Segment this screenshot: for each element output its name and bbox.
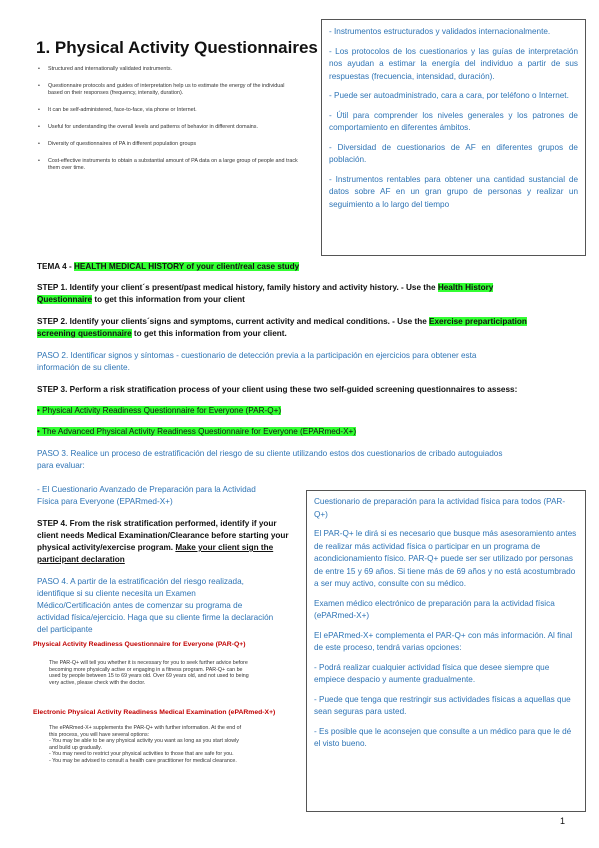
parq-bullet: • Physical Activity Readiness Questionnaire for Everyone (PAR-Q+) [37, 406, 282, 415]
page-title: 1. Physical Activity Questionnaires [36, 38, 318, 57]
parq-section-title: Physical Activity Readiness Questionnaire for Everyone (PAR-Q+) [33, 641, 246, 648]
paso4-line4: actividad física/ejercicio. Haga que su cliente firme la declaración [37, 613, 274, 622]
paso2-line2: información de su cliente. [37, 363, 130, 372]
translation-item: - Puede que tenga que restringir sus actividades físicas a aquellas que sean seguras para usted. [314, 694, 571, 716]
tema-heading: TEMA 4 - HEALTH MEDICAL HISTORY of your client/real case study [37, 262, 300, 271]
translation-item: - Puede ser autoadministrado, cara a cara, por teléfono o Internet. [329, 91, 569, 100]
slide-bullet: • Structured and internationally validated instruments. [38, 66, 173, 72]
translation-item: El ePARmed-X+ complementa el PAR-Q+ con más información. Al final de este proceso, tendrá varias opciones: [314, 630, 573, 652]
translation-item: - Los protocolos de los cuestionarios y las guías de interpretación nos ayudan a estimar la energía del individuo a partir de sus respuestas (frecuencia, intensidad, duración). [329, 46, 578, 81]
paso3-line2: para evaluar: [37, 461, 85, 470]
step4-line2: client needs Medical Examination/Clearance before starting your [37, 531, 289, 540]
eparmed-section-text: The ePARmed-X+ supplements the PAR-Q+ with further information. At the end of this process, you will have several options: - You may be able to be any physical activity you want as long as you start slowly and build up gradually. - You may need to restrict your physical activities to those that are safe for you. - You may be advised to consult a health care practitioner for medical clearance. [49, 725, 242, 764]
translation-item: - Instrumentos rentables para obtener una cantidad sustancial de datos sobre AF en un gran grupo de personas y realizar un seguimiento a lo largo del tiempo [329, 174, 578, 209]
slide-bullet-list [38, 66, 300, 182]
step1-line1: STEP 1. Identify your client´s present/past medical history, family history and activity history. - Use the Health History [37, 283, 494, 292]
cuestionario-avanzado-line2: Física para Everyone (EPARmed-X+) [37, 497, 173, 506]
paso4-line5: del participante [37, 625, 93, 634]
page-number: 1 [559, 816, 565, 826]
slide-bullet: • Useful for understanding the overall levels and patterns of behavior in different domains. [38, 124, 258, 130]
step4-line1: STEP 4. From the risk stratification performed, identify if your [37, 519, 277, 528]
eparmed-bullet: • The Advanced Physical Activity Readiness Questionnaire for Everyone (EPARmed-X+) [37, 427, 357, 436]
translation-box-bottom [306, 490, 586, 812]
step2-line2: screening questionnaire to get this information from your client. [37, 329, 287, 338]
paso2-line1: PASO 2. Identificar signos y síntomas - cuestionario de detección previa a la participación en ejercicios para obtener esta [37, 351, 477, 360]
paso3-line1: PASO 3. Realice un proceso de estratificación del riesgo de su cliente utilizando estos dos cuestionarios de cribado autoguiados [37, 449, 503, 458]
translation-item: - Podrá realizar cualquier actividad física que desee siempre que empiece despacio y aumente gradualmente. [314, 662, 550, 684]
translation-item: - Útil para comprender los niveles generales y los patrones de comportamiento en diferentes ámbitos. [329, 110, 578, 132]
paso4-line2: identifique si su cliente necesita un Examen [37, 589, 196, 598]
step4-line4: participant declaration [37, 555, 125, 564]
translation-item: - Instrumentos estructurados y validados internacionalmente. [329, 27, 551, 36]
paso4-line1: PASO 4. A partir de la estratificación del riesgo realizada, [37, 577, 244, 586]
cuestionario-avanzado-line1: - El Cuestionario Avanzado de Preparación para la Actividad [37, 485, 256, 494]
eparmed-section-title: Electronic Physical Activity Readiness Medical Examination (ePARmed-X+) [33, 709, 276, 716]
step2-line1: STEP 2. Identify your clients´signs and symptoms, current activity and medical conditions. - Use the Exercise preparticipation [37, 317, 527, 326]
step4-line3: physical activity/exercise program. Make your client sign the [37, 543, 274, 552]
step3-text: STEP 3. Perform a risk stratification process of your client using these two self-guided screening questionnaires to assess: [37, 385, 518, 394]
slide-bullet: • It can be self-administered, face-to-face, via phone or Internet. [38, 107, 197, 113]
translation-item: Cuestionario de preparación para la actividad física para todos (PAR-Q+) [314, 497, 566, 519]
slide-bullet: • Diversity of questionnaires of PA in different population groups [38, 141, 197, 147]
parq-section-text: The PAR-Q+ will tell you whether it is necessary for you to seek further advice before becoming more physically active or engaging in a fitness program. PAR-Q+ can be used by people between 15 to 69 years old. Over 69 years old, and not used to being very active, please check with the doctor. [49, 660, 249, 686]
slide-bullet: • Questionnaire protocols and guides of interpretation help us to estimate the energy of the individual based on their responses (frequency, intensity, duration). [38, 83, 285, 96]
translation-item: - Diversidad de cuestionarios de AF en diferentes grupos de población. [329, 142, 578, 164]
translation-item: El PAR-Q+ le dirá si es necesario que busque más asesoramiento antes de realizar más actividad física o participar en un programa de acondicionamiento físico. PAR-Q+ puede ser ser utilizado por personas de entre 15 y 69 años. Si tiene más de 69 años y no está acostumbrado a ser muy activo, consulte con su médico. [314, 529, 577, 588]
step1-line2: Questionnaire to get this information from your client [37, 295, 245, 304]
slide-bullet: • Cost-effective instruments to obtain a substantial amount of PA data on a large group of people and track them over time. [38, 158, 298, 171]
translation-item: Examen médico electrónico de preparación para la actividad física (ePARmed-X+) [314, 598, 555, 620]
paso4-line3: Médico/Certificación antes de comenzar su programa de [37, 601, 243, 610]
translation-box-top [321, 19, 586, 256]
translation-item: - Es posible que le aconsejen que consulte a un médico para que le dé el visto bueno. [314, 726, 572, 748]
